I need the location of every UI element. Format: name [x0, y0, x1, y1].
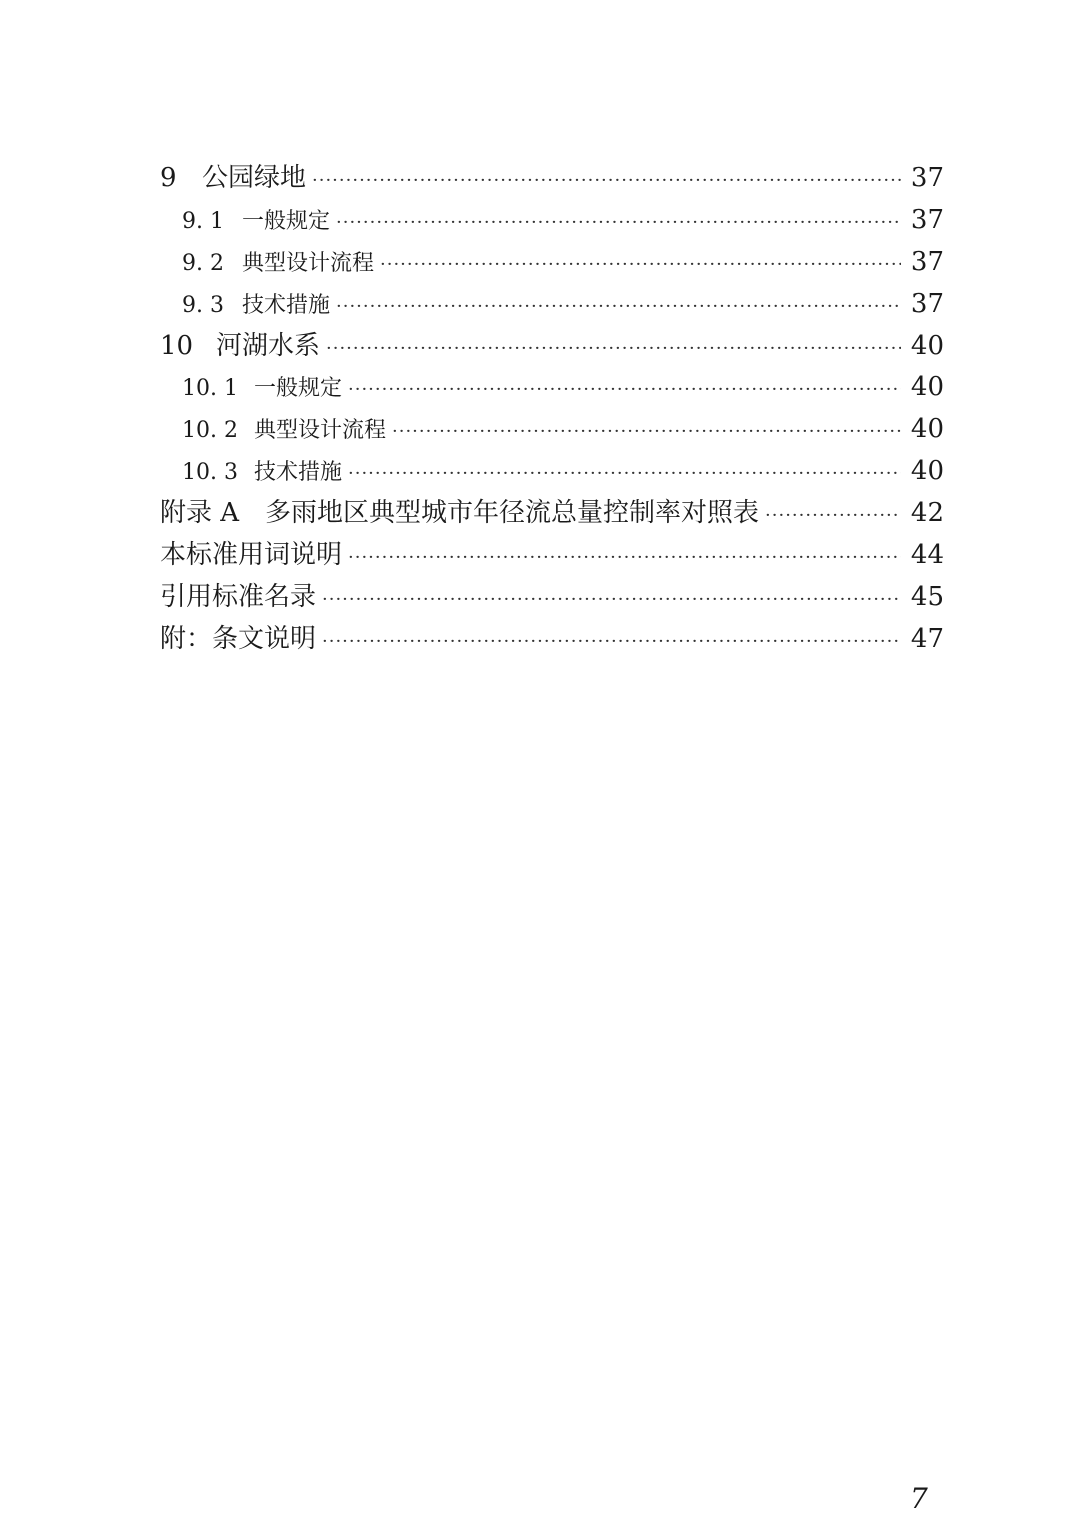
- toc-entry-number: 10: [160, 330, 194, 361]
- toc-entry-page: 37: [910, 163, 944, 193]
- toc-entry-number: 9: [160, 163, 177, 193]
- toc-entry-page: 40: [910, 330, 944, 361]
- toc-entry-page: 40: [910, 414, 944, 445]
- dot-leader: [380, 244, 901, 286]
- toc-entry-number: 9. 2: [182, 250, 224, 276]
- toc-entry-page: 40: [910, 372, 944, 403]
- toc-entry-title: 附：条文说明: [160, 623, 317, 654]
- dot-leader: [322, 621, 901, 663]
- page-number: 7: [910, 1482, 928, 1515]
- toc-entry-title: 典型设计流程: [242, 250, 375, 276]
- table-of-contents: [160, 158, 944, 661]
- toc-entry[interactable]: [160, 535, 944, 577]
- dot-leader: [336, 286, 901, 328]
- toc-entry-page: 37: [910, 204, 944, 235]
- toc-entry-page: 44: [910, 540, 944, 571]
- toc-entry-title: 技术措施: [254, 460, 343, 486]
- toc-entry[interactable]: [160, 493, 944, 535]
- toc-entry[interactable]: [160, 619, 944, 661]
- dot-leader: [765, 495, 901, 537]
- toc-entry-page: 42: [910, 498, 944, 529]
- toc-entry-page: 37: [910, 288, 944, 319]
- toc-entry-title: 技术措施: [242, 292, 331, 318]
- dot-leader: [392, 411, 901, 453]
- toc-entry-title: 一般规定: [254, 376, 343, 402]
- toc-entry-title: 引用标准名录: [160, 581, 317, 612]
- toc-entry-page: 45: [910, 581, 944, 612]
- toc-entry-page: 37: [910, 246, 944, 277]
- toc-entry[interactable]: [160, 451, 944, 493]
- toc-entry-title: 附录 A 多雨地区典型城市年径流总量控制率对照表: [160, 498, 760, 529]
- toc-entry-number: 9. 3: [182, 292, 224, 318]
- toc-entry-title: 公园绿地: [202, 163, 307, 193]
- toc-entry-number: 10. 2: [182, 418, 238, 444]
- toc-entry[interactable]: [160, 326, 944, 368]
- toc-entry[interactable]: [160, 284, 944, 326]
- toc-entry-title: 河湖水系: [216, 330, 321, 361]
- toc-entry[interactable]: [160, 367, 944, 409]
- dot-leader: [336, 202, 901, 244]
- dot-leader: [322, 579, 901, 621]
- toc-entry[interactable]: [160, 577, 944, 619]
- toc-entry-title: 一般规定: [242, 208, 331, 234]
- dot-leader: [312, 160, 901, 202]
- toc-entry-number: 10. 3: [182, 460, 238, 486]
- dot-leader: [348, 537, 901, 579]
- toc-entry-title: 本标准用词说明: [160, 540, 343, 571]
- dot-leader: [348, 369, 901, 411]
- toc-entry-number: 9. 1: [182, 208, 224, 234]
- toc-entry-page: 47: [910, 623, 944, 654]
- toc-entry[interactable]: [160, 158, 944, 200]
- toc-entry-page: 40: [910, 456, 944, 487]
- toc-entry-number: 10. 1: [182, 376, 238, 402]
- toc-entry-title: 典型设计流程: [254, 418, 387, 444]
- toc-entry[interactable]: [160, 242, 944, 284]
- toc-entry[interactable]: [160, 200, 944, 242]
- dot-leader: [326, 328, 901, 370]
- dot-leader: [348, 453, 901, 495]
- toc-entry[interactable]: [160, 409, 944, 451]
